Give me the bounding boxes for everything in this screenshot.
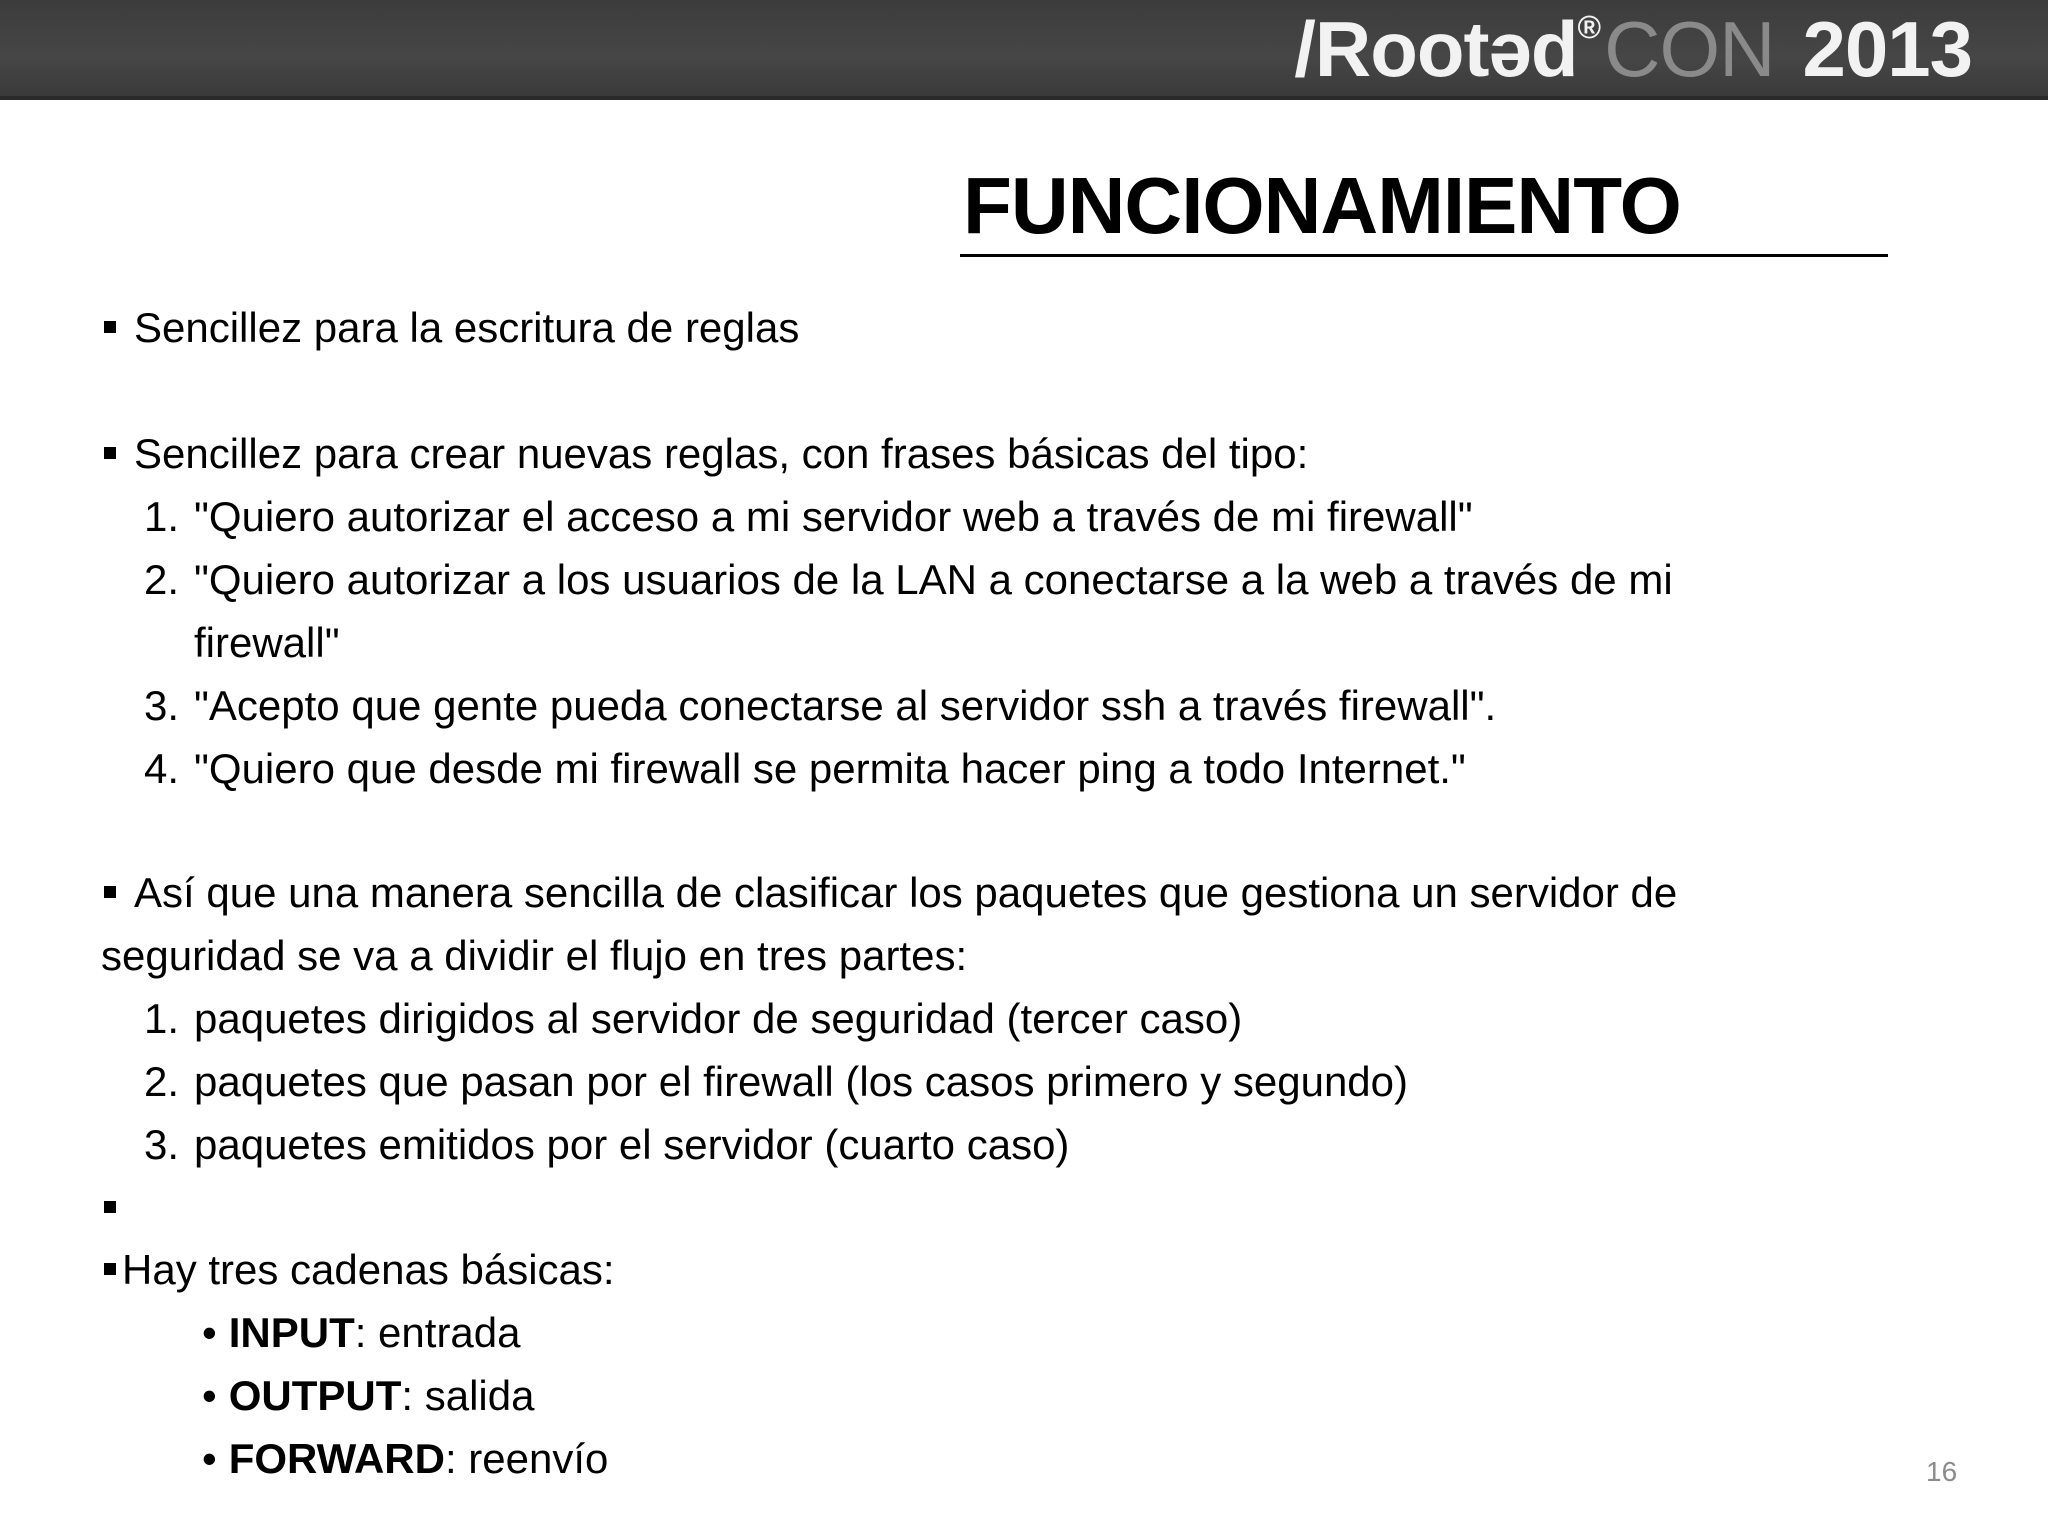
empty-bullet-item xyxy=(104,1180,134,1236)
numbered-item xyxy=(144,1054,1408,1110)
item-number: 3. xyxy=(144,1121,180,1168)
chain-desc: : reenvío xyxy=(444,1435,609,1482)
bullet-text: Sencillez para crear nuevas reglas, con frases básicas del tipo: xyxy=(134,430,1309,477)
bullet-text: Hay tres cadenas básicas: xyxy=(122,1246,615,1293)
bullet-text: Así que una manera sencilla de clasificar los paquetes que gestiona un servidor de xyxy=(134,869,1678,916)
bullet-item xyxy=(104,426,1308,482)
bullet-continuation xyxy=(101,928,967,984)
bullet-text: seguridad se va a dividir el flujo en tres partes: xyxy=(101,932,968,979)
numbered-item xyxy=(144,1117,1069,1173)
round-bullet-icon: • xyxy=(202,1309,217,1356)
item-text: paquetes que pasan por el firewall (los casos primero y segundo) xyxy=(194,1058,1409,1105)
square-bullet-icon xyxy=(104,886,116,898)
logo-con-text: CON xyxy=(1604,4,1775,93)
item-text: "Quiero autorizar el acceso a mi servidor web a través de mi firewall" xyxy=(194,493,1473,540)
chain-name: INPUT xyxy=(228,1309,355,1356)
item-number: 3. xyxy=(144,682,180,729)
bullet-item xyxy=(104,1242,615,1298)
item-text: "Acepto que gente pueda conectarse al servidor ssh a través firewall". xyxy=(194,682,1497,729)
logo-registered-mark: ® xyxy=(1577,8,1601,45)
item-number: 2. xyxy=(144,1058,180,1105)
square-bullet-icon xyxy=(104,321,116,333)
square-bullet-icon xyxy=(104,1201,116,1213)
item-text: "Quiero que desde mi firewall se permita hacer ping a todo Internet." xyxy=(194,745,1466,792)
chain-item xyxy=(202,1368,534,1424)
numbered-item xyxy=(144,741,1466,797)
logo-year-text: 2013 xyxy=(1802,4,1972,93)
item-number: 1. xyxy=(144,995,180,1042)
chain-item xyxy=(202,1305,521,1361)
chain-desc: : salida xyxy=(401,1372,535,1419)
numbered-item xyxy=(144,678,1496,734)
bullet-item xyxy=(104,865,1677,921)
numbered-item xyxy=(144,489,1473,545)
numbered-item xyxy=(144,991,1242,1047)
bullet-text: Sencillez para la escritura de reglas xyxy=(134,304,800,351)
numbered-item xyxy=(144,552,1673,608)
bullet-item xyxy=(104,300,799,356)
item-number: 1. xyxy=(144,493,180,540)
item-number: 2. xyxy=(144,556,180,603)
round-bullet-icon: • xyxy=(202,1435,217,1482)
numbered-item-continuation xyxy=(144,615,340,671)
square-bullet-icon xyxy=(104,1263,116,1275)
chain-item xyxy=(202,1431,608,1487)
page-number: 16 xyxy=(1926,1456,1958,1487)
item-text: paquetes dirigidos al servidor de seguridad (tercer caso) xyxy=(194,995,1243,1042)
item-text: firewall" xyxy=(194,619,340,666)
chain-desc: : entrada xyxy=(354,1309,521,1356)
chain-name: FORWARD xyxy=(228,1435,445,1482)
slide-title: FUNCIONAMIENTO xyxy=(963,161,1681,250)
square-bullet-icon xyxy=(104,447,116,459)
item-text: "Quiero autorizar a los usuarios de la LAN a conectarse a la web a través de mi xyxy=(194,556,1673,603)
logo-rooted-text: /Rootəd xyxy=(1294,4,1578,93)
round-bullet-icon: • xyxy=(202,1372,217,1419)
item-text: paquetes emitidos por el servidor (cuarto caso) xyxy=(194,1121,1070,1168)
chain-name: OUTPUT xyxy=(228,1372,402,1419)
item-number: 4. xyxy=(144,745,180,792)
